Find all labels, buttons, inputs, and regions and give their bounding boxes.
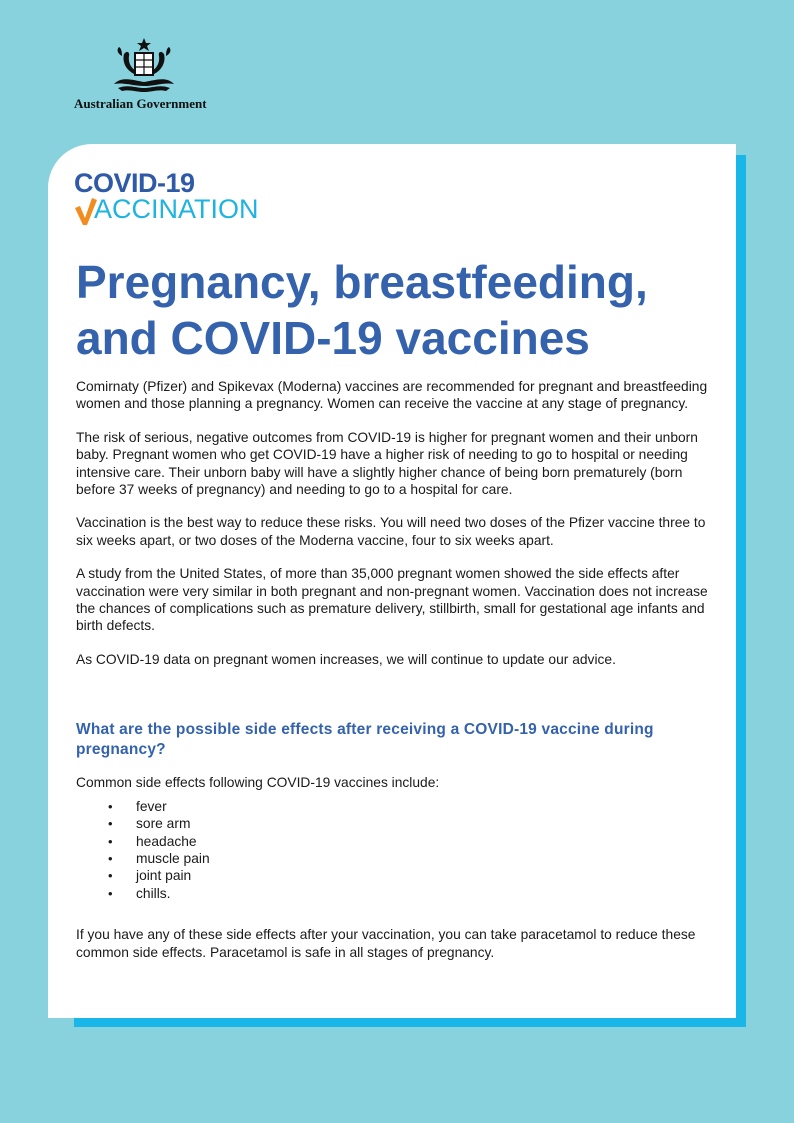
page-title (76, 254, 716, 366)
body-text (76, 378, 708, 977)
list-item: • muscle pain (136, 850, 708, 867)
list-item: • sore arm (136, 815, 708, 832)
logo-line-1: COVID-19 (74, 168, 195, 198)
list-item: • headache (136, 833, 708, 850)
list-item: • joint pain (136, 867, 708, 884)
list-item: • chills. (136, 885, 708, 902)
covid-vaccination-logo (74, 168, 294, 228)
government-name: Australian Government (74, 96, 207, 111)
paragraph: Vaccination is the best way to reduce these risks. You will need two doses of the Pfizer vaccine three to six weeks apart, or two doses of the Moderna vaccine, four to six weeks apart. (76, 515, 706, 548)
content-card (48, 144, 736, 1018)
paragraph: A study from the United States, of more than 35,000 pregnant women showed the side effects after vaccination were very similar in both pregnant and non-pregnant women. Vaccination does not increase the chances of complications such as premature delivery, stillbirth, small for gestational age infants and birth defects. (76, 566, 708, 634)
list-item: • fever (136, 798, 708, 815)
side-effects-closing: If you have any of these side effects after your vaccination, you can take paracetamol to reduce these common side effects. Paracetamol is safe in all stages of pregnancy. (76, 927, 696, 960)
logo-line-2 (74, 194, 259, 224)
paragraph: The risk of serious, negative outcomes from COVID-19 is higher for pregnant women and their unborn baby. Pregnant women who get COVID-19 have a higher risk of needing to go to hospital or needing intensive care. Their unborn baby will have a slightly higher chance of being born prematurely (born before 37 weeks of pregnancy) and needing to go to a hospital for care. (76, 429, 698, 498)
side-effects-list (76, 798, 708, 902)
side-effects-heading: What are the possible side effects after receiving a COVID-19 vaccine during pregnancy? (76, 721, 654, 759)
coat-of-arms-icon (108, 36, 180, 96)
paragraph: Comirnaty (Pfizer) and Spikevax (Moderna) vaccines are recommended for pregnant and breastfeeding women and those planning a pregnancy. Women can receive the vaccine at any stage of pregnancy. (76, 379, 708, 412)
title-line-1: Pregnancy, breastfeeding, (76, 256, 648, 308)
side-effects-intro: Common side effects following COVID-19 vaccines include: (76, 775, 440, 791)
logo-line-2-text: ACCINATION (94, 194, 259, 224)
title-line-2: and COVID-19 vaccines (76, 312, 590, 364)
paragraph: As COVID-19 data on pregnant women increases, we will continue to update our advice. (76, 651, 616, 667)
